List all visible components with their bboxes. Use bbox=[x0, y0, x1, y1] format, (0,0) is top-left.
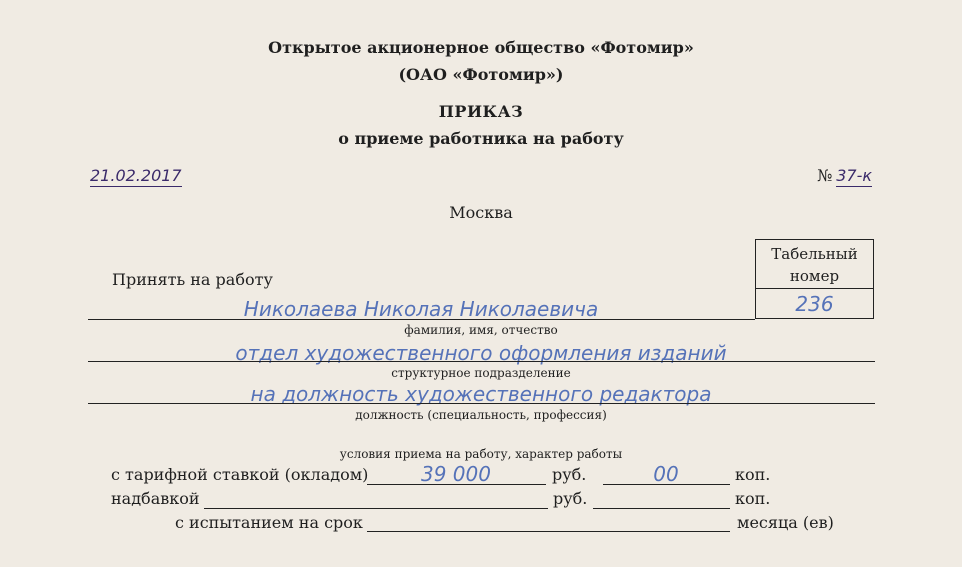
tab-number-label bbox=[756, 240, 873, 289]
department-caption: структурное подразделение bbox=[391, 366, 571, 380]
department-line bbox=[88, 361, 875, 362]
tab-number-label-line2: номер bbox=[789, 267, 840, 285]
document-subject: о приеме работника на работу bbox=[338, 129, 624, 148]
full-name-caption: фамилия, имя, отчество bbox=[404, 323, 558, 337]
salary-kop-line bbox=[603, 484, 730, 485]
department-value: отдел художественного оформления изданий bbox=[235, 341, 727, 365]
tab-number-box bbox=[755, 239, 874, 319]
position-line bbox=[88, 403, 875, 404]
salary-kop-value: 00 bbox=[653, 462, 679, 486]
tab-number-value: 236 bbox=[795, 292, 834, 316]
employee-full-name: Николаева Николая Николаевича bbox=[243, 297, 599, 321]
full-name-line bbox=[88, 319, 755, 320]
bonus-rub-label: руб. bbox=[553, 489, 588, 508]
salary-rub-value: 39 000 bbox=[421, 462, 491, 486]
accept-label: Принять на работу bbox=[112, 270, 273, 289]
order-number-label: № bbox=[817, 166, 833, 185]
organization-name: Открытое акционерное общество «Фотомир» bbox=[268, 38, 694, 57]
conditions-caption: условия приема на работу, характер работы bbox=[339, 447, 623, 461]
order-date bbox=[90, 166, 182, 185]
bonus-rub-line bbox=[204, 508, 548, 509]
months-label: месяца (ев) bbox=[737, 513, 834, 532]
position-caption: должность (специальность, профессия) bbox=[355, 408, 607, 422]
bonus-kop-line bbox=[593, 508, 730, 509]
organization-short-name: (ОАО «Фотомир») bbox=[398, 65, 564, 84]
order-number-value: 37-к bbox=[836, 166, 872, 185]
salary-kop-label: коп. bbox=[735, 465, 771, 484]
probation-line bbox=[367, 531, 730, 532]
city: Москва bbox=[449, 203, 513, 222]
tab-number-label-line1: Табельный bbox=[771, 245, 858, 263]
salary-rub-label: руб. bbox=[552, 465, 587, 484]
order-number bbox=[817, 166, 872, 185]
salary-label: с тарифной ставкой (окладом) bbox=[111, 465, 369, 484]
bonus-label: надбавкой bbox=[111, 489, 200, 508]
position-value: на должность художественного редактора bbox=[250, 382, 712, 406]
bonus-kop-label: коп. bbox=[735, 489, 771, 508]
salary-rub-line bbox=[367, 484, 546, 485]
document-type: ПРИКАЗ bbox=[438, 102, 524, 121]
probation-label: с испытанием на срок bbox=[175, 513, 363, 532]
order-date-value: 21.02.2017 bbox=[90, 166, 182, 185]
